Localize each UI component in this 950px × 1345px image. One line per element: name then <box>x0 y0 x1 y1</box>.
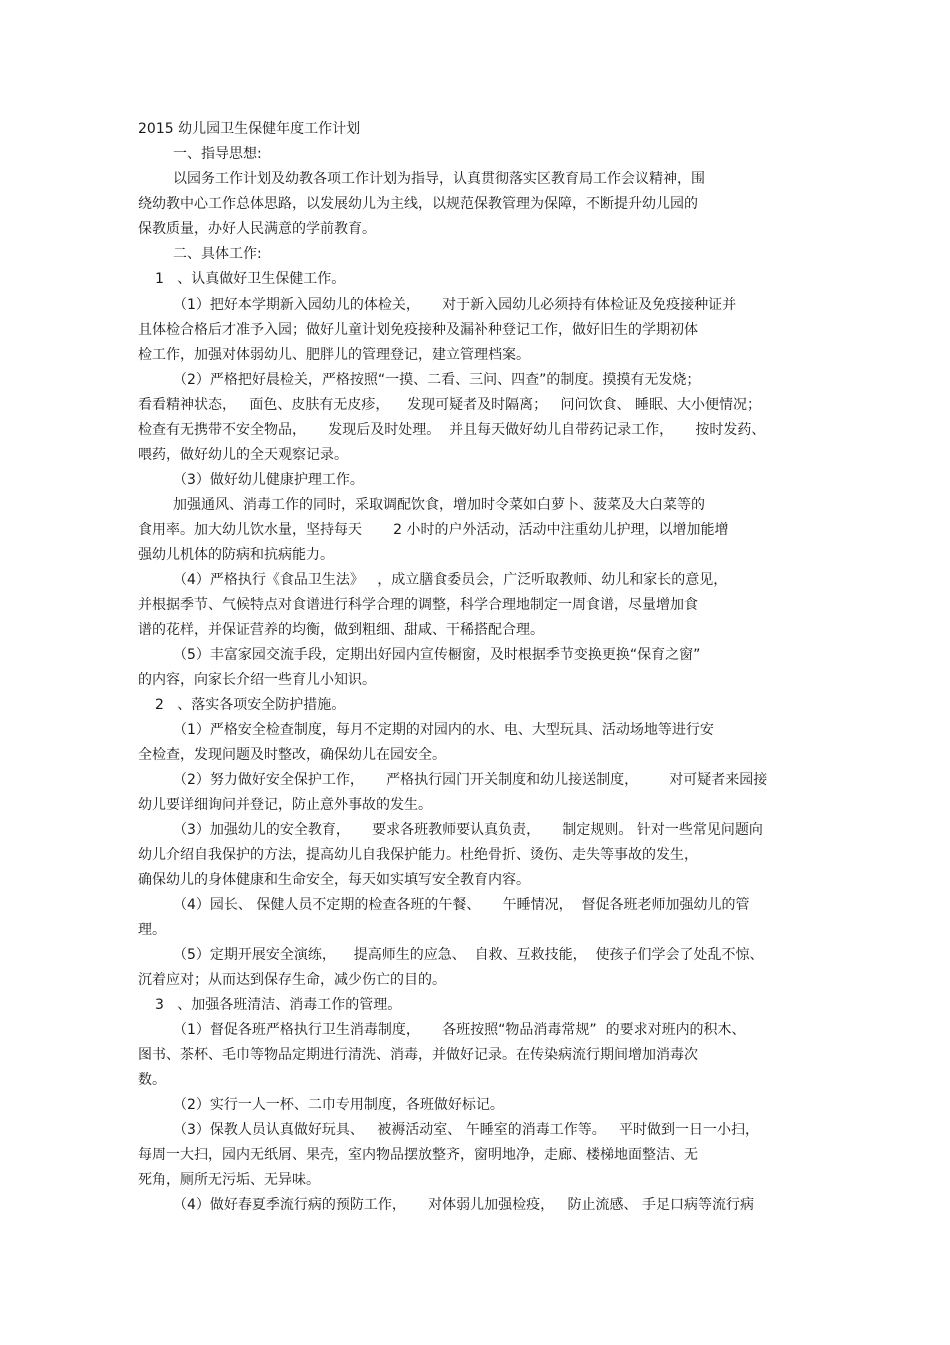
paragraph-line: （4）园长、 保健人员不定期的检查各班的午餐、 午睡情况， 督促各班老师加强幼儿的管 <box>173 897 750 913</box>
paragraph-line: 数。 <box>138 1072 166 1088</box>
paragraph-line: 图书、茶杯、毛巾等物品定期进行清洗、消毒，并做好记录。在传染病流行期间增加消毒次 <box>138 1047 698 1063</box>
paragraph-line: 每周一大扫，园内无纸屑、果壳，室内物品摆放整齐，窗明地净，走廊、楼梯地面整洁、无 <box>138 1147 698 1163</box>
paragraph-line: （3）做好幼儿健康护理工作。 <box>173 472 364 488</box>
paragraph-line: 幼儿要详细询问并登记，防止意外事故的发生。 <box>138 797 432 813</box>
paragraph-line: （2）努力做好安全保护工作， 严格执行园门开关制度和幼儿接送制度， 对可疑者来园接 <box>173 772 768 788</box>
paragraph-line: （4）做好春夏季流行病的预防工作， 对体弱儿加强检疫， 防止流感、 手足口病等流行病 <box>173 1197 754 1213</box>
paragraph-line: 谱的花样，并保证营养的均衡，做到粗细、甜咸、干稀搭配合理。 <box>138 622 544 638</box>
paragraph-line: （5）丰富家园交流手段，定期出好园内宣传橱窗，及时根据季节变换更换“保育之窗” <box>173 647 701 663</box>
paragraph-line: 保教质量，办好人民满意的学前教育。 <box>138 221 376 237</box>
paragraph-line: （1）严格安全检查制度，每月不定期的对园内的水、电、大型玩具、活动场地等进行安 <box>173 722 714 738</box>
paragraph-line: （2）严格把好晨检关，严格按照“一摸、二看、三问、四查”的制度。摸摸有无发烧； <box>173 372 701 388</box>
paragraph-line: （3）保教人员认真做好玩具、 被褥活动室、 午睡室的消毒工作等。 平时做到一日一小扫， <box>173 1122 760 1138</box>
paragraph-line: 确保幼儿的身体健康和生命安全，每天如实填写安全教育内容。 <box>138 872 530 888</box>
subsection-heading: 1 、认真做好卫生保健工作。 <box>155 271 346 287</box>
subsection-heading: 3 、加强各班清洁、消毒工作的管理。 <box>155 997 402 1013</box>
paragraph-line: 食用率。加大幼儿饮水量，坚持每天 2 小时的户外活动，活动中注重幼儿护理，以增加能增 <box>138 522 729 538</box>
paragraph-line: 检查有无携带不安全物品， 发现后及时处理。 并且每天做好幼儿自带药记录工作， 按时发药、 <box>138 422 766 438</box>
paragraph-line: 绕幼教中心工作总体思路，以发展幼儿为主线，以规范保教管理为保障，不断提升幼儿园的 <box>138 196 698 212</box>
paragraph-line: 加强通风、消毒工作的同时，采取调配饮食，增加时令菜如白萝卜、菠菜及大白菜等的 <box>173 497 705 513</box>
paragraph-line: 强幼儿机体的防病和抗病能力。 <box>138 547 334 563</box>
paragraph-line: （1）把好本学期新入园幼儿的体检关， 对于新入园幼儿必须持有体检证及免疫接种证并 <box>173 297 737 313</box>
paragraph-line: 且体检合格后才准予入园；做好儿童计划免疫接种及漏补种登记工作，做好旧生的学期初体 <box>138 322 698 338</box>
paragraph-line: 喂药，做好幼儿的全天观察记录。 <box>138 447 348 463</box>
paragraph-line: 以园务工作计划及幼教各项工作计划为指导，认真贯彻落实区教育局工作会议精神，围 <box>173 171 705 187</box>
paragraph-line: 沉着应对；从而达到保存生命，减少伤亡的目的。 <box>138 972 446 988</box>
paragraph-line: 并根据季节、气候特点对食谱进行科学合理的调整，科学合理地制定一周食谱，尽量增加食 <box>138 597 698 613</box>
paragraph-line: 全检查，发现问题及时整改，确保幼儿在园安全。 <box>138 747 446 763</box>
section-heading: 二、具体工作: <box>173 246 262 262</box>
paragraph-line: 的内容，向家长介绍一些育儿小知识。 <box>138 672 376 688</box>
section-heading: 一、指导思想: <box>173 146 262 162</box>
subsection-heading: 2 、落实各项安全防护措施。 <box>155 697 346 713</box>
paragraph-line: （1）督促各班严格执行卫生消毒制度， 各班按照“物品消毒常规” 的要求对班内的积木、 <box>173 1022 746 1038</box>
paragraph-line: （4）严格执行《食品卫生法》 ，成立膳食委员会，广泛听取教师、幼儿和家长的意见， <box>173 572 728 588</box>
paragraph-line: 看看精神状态， 面色、皮肤有无皮疹， 发现可疑者及时隔离； 问问饮食、 睡眠、大小便情况； <box>138 397 761 413</box>
paragraph-line: 幼儿介绍自我保护的方法，提高幼儿自我保护能力。杜绝骨折、烫伤、走失等事故的发生， <box>138 847 698 863</box>
paragraph-line: （5）定期开展安全演练， 提高师生的应急、 自救、互救技能， 使孩子们学会了处乱不惊、 <box>173 947 764 963</box>
paragraph-line: （3）加强幼儿的安全教育， 要求各班教师要认真负责， 制定规则。 针对一些常见问题向 <box>173 822 763 838</box>
paragraph-line: 死角，厕所无污垢、无异味。 <box>138 1172 320 1188</box>
paragraph-line: 检工作，加强对体弱幼儿、肥胖儿的管理登记，建立管理档案。 <box>138 347 530 363</box>
document-title: 2015 幼儿园卫生保健年度工作计划 <box>138 121 361 137</box>
paragraph-line: （2）实行一人一杯、二巾专用制度，各班做好标记。 <box>173 1097 504 1113</box>
paragraph-line: 理。 <box>138 922 166 938</box>
